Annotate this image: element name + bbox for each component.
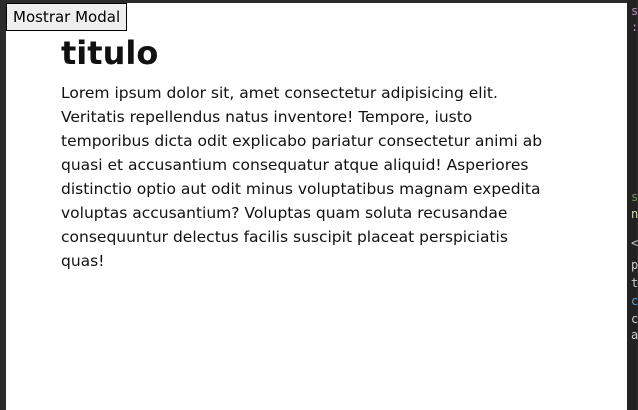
page-viewport	[6, 3, 627, 410]
page-title: titulo	[61, 34, 159, 72]
body-paragraph: Lorem ipsum dolor sit, amet consectetur adipisicing elit. Veritatis repellendus natus inventore! Tempore, iusto temporibus dicta odit explicabo pariatur consectetur animi ab quasi et accusantium consequatur atque aliquid! Asperiores distinctio optio aut odit minus voluptatibus magnam expedita voluptas accusantium? Voluptas quam soluta recusandae consequuntur delectus facilis suscipit placeat perspiciatis quas!	[61, 84, 543, 270]
show-modal-button[interactable]: Mostrar Modal	[6, 3, 127, 31]
main-content	[61, 33, 551, 273]
code-editor-edge: s : s n < p t c c a	[627, 0, 637, 410]
